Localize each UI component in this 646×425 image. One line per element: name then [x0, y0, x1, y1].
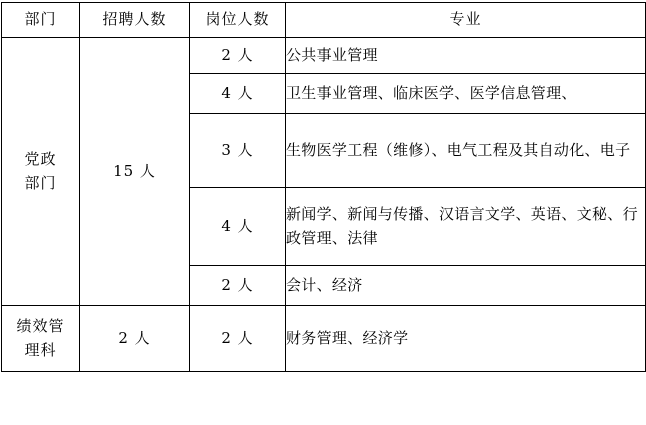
- cell-post-count: 2 人: [190, 38, 286, 74]
- recruitment-table: [1, 2, 646, 372]
- cell-major: 生物医学工程（维修）、电气工程及其自动化、电子: [286, 114, 646, 188]
- cell-total-count-party-admin: 15 人: [80, 38, 190, 306]
- cell-post-count: 2 人: [190, 266, 286, 306]
- column-header-total-count: 招聘人数: [80, 3, 190, 38]
- cell-total-count-performance: 2 人: [80, 306, 190, 372]
- table-row: [2, 306, 646, 372]
- department-label-line-2: 理科: [24, 340, 57, 359]
- cell-major: 公共事业管理: [286, 38, 646, 74]
- cell-post-count: 2 人: [190, 306, 286, 372]
- cell-major: 卫生事业管理、临床医学、医学信息管理、: [286, 74, 646, 114]
- column-header-major: 专业: [286, 3, 646, 38]
- department-label-line-2: 部门: [24, 173, 57, 192]
- department-label-line-1: 绩效管: [16, 317, 65, 336]
- cell-post-count: 4 人: [190, 188, 286, 266]
- cell-department-party-admin: [2, 38, 80, 306]
- column-header-post-count: 岗位人数: [190, 3, 286, 38]
- cell-major: 财务管理、经济学: [286, 306, 646, 372]
- column-header-department: 部门: [2, 3, 80, 38]
- cell-post-count: 4 人: [190, 74, 286, 114]
- table-row: [2, 38, 646, 74]
- cell-major: 会计、经济: [286, 266, 646, 306]
- cell-major: 新闻学、新闻与传播、汉语言文学、英语、文秘、行政管理、法律: [286, 188, 646, 266]
- cell-post-count: 3 人: [190, 114, 286, 188]
- table-header-row: [2, 3, 646, 38]
- department-label-line-1: 党政: [24, 150, 57, 169]
- cell-department-performance: [2, 306, 80, 372]
